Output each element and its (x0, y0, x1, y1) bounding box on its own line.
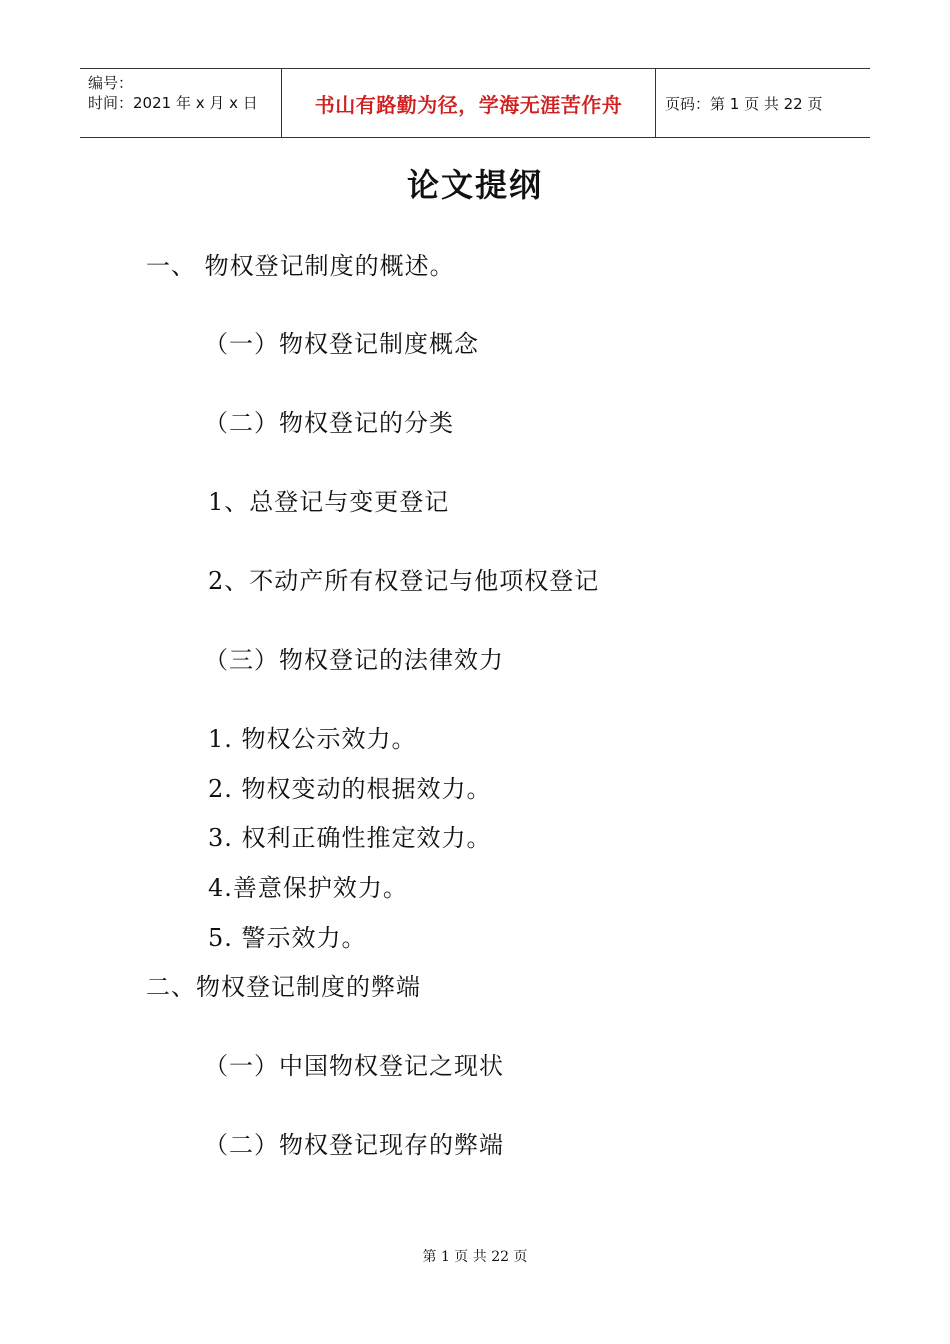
outline-item: 2. 物权变动的根据效力。 (208, 775, 492, 803)
outline-item: （一）中国物权登记之现状 (204, 1052, 504, 1080)
outline-item: 4.善意保护效力。 (208, 874, 408, 902)
header-table (80, 68, 870, 138)
header-meta-cell (80, 69, 282, 137)
outline-item: 二、物权登记制度的弊端 (146, 973, 421, 1001)
page-footer: 第 1 页 共 22 页 (422, 1249, 528, 1265)
outline-item: 1、总登记与变更登记 (208, 488, 450, 516)
header-page-cell (656, 69, 870, 137)
outline-item: （一）物权登记制度概念 (204, 330, 479, 358)
header-motto-cell (282, 69, 656, 137)
outline-item: （二）物权登记的分类 (204, 409, 454, 437)
outline-item: 5. 警示效力。 (208, 924, 367, 952)
serial-label: 编号： (88, 74, 134, 92)
outline-item: 一、 物权登记制度的概述。 (146, 252, 455, 280)
document-title: 论文提纲 (406, 166, 543, 204)
page-info: 页码：第 1 页 共 22 页 (665, 94, 823, 113)
outline-item: （二）物权登记现存的弊端 (204, 1131, 504, 1159)
motto: 书山有路勤为径，学海无涯苦作舟 (314, 92, 623, 117)
outline-item: 2、不动产所有权登记与他项权登记 (208, 567, 600, 595)
outline-item: 3. 权利正确性推定效力。 (208, 824, 492, 852)
outline-item: （三）物权登记的法律效力 (204, 646, 504, 674)
time-label: 时间：2021 年 x 月 x 日 (88, 94, 258, 112)
outline-item: 1. 物权公示效力。 (208, 725, 417, 753)
